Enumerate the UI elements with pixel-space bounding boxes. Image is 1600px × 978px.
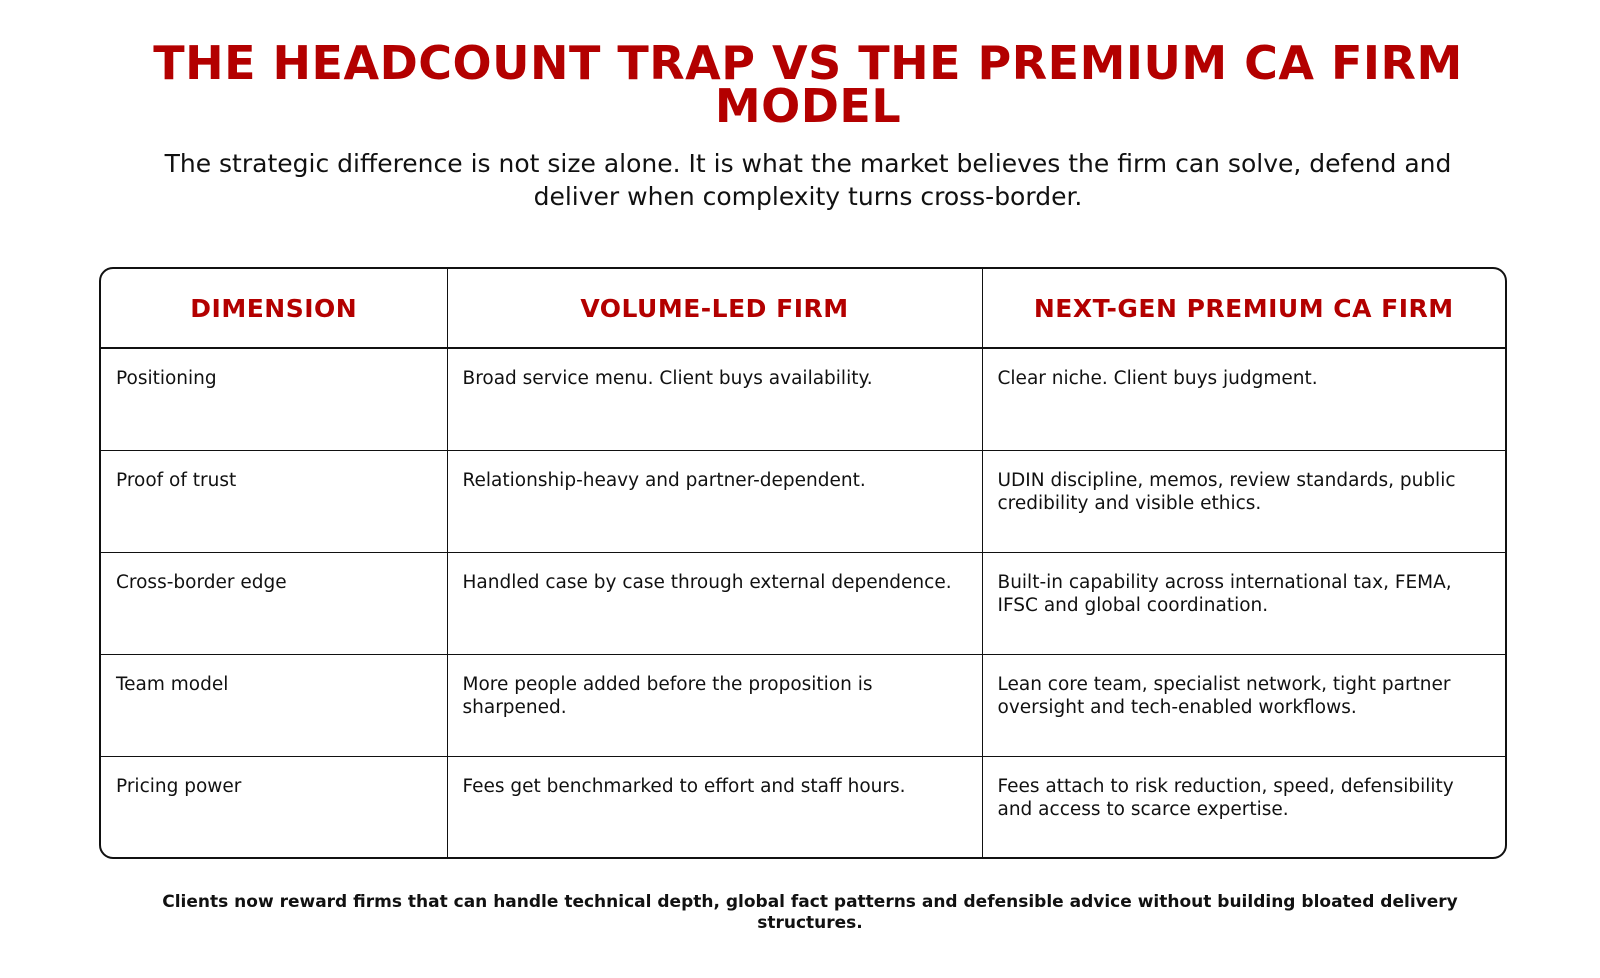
cell-premium: UDIN discipline, memos, review standards, public credibility and visible ethics. (982, 450, 1505, 552)
page-title: THE HEADCOUNT TRAP VS THE PREMIUM CA FIRM MODEL (153, 36, 1463, 133)
cell-premium: Fees attach to risk reduction, speed, defensibility and access to scarce expertise. (982, 756, 1505, 858)
cell-volume-led: More people added before the proposition is sharpened. (447, 654, 982, 756)
footnote: Clients now reward firms that can handle technical depth, global fact patterns and defensible advice without building bloated delivery structures. (162, 892, 1458, 933)
cell-dimension: Cross-border edge (101, 552, 447, 654)
cell-dimension: Positioning (101, 348, 447, 450)
cell-premium: Clear niche. Client buys judgment. (982, 348, 1505, 450)
table-header-row (101, 269, 1505, 348)
header-volume-led-firm: VOLUME-LED FIRM (447, 269, 982, 348)
cell-dimension: Proof of trust (101, 450, 447, 552)
comparison-table (99, 267, 1507, 859)
cell-premium: Built-in capability across international tax, FEMA, IFSC and global coordination. (982, 552, 1505, 654)
cell-volume-led: Broad service menu. Client buys availability. (447, 348, 982, 450)
cell-volume-led: Handled case by case through external dependence. (447, 552, 982, 654)
page-subtitle: The strategic difference is not size alone. It is what the market believes the firm can solve, defend and deliver when complexity turns cross-border. (164, 149, 1452, 211)
header-dimension: DIMENSION (101, 269, 447, 348)
table-row (101, 348, 1505, 450)
cell-dimension: Pricing power (101, 756, 447, 858)
comparison-table-grid (101, 269, 1505, 858)
cell-premium: Lean core team, specialist network, tight partner oversight and tech-enabled workflows. (982, 654, 1505, 756)
cell-dimension: Team model (101, 654, 447, 756)
table-row (101, 450, 1505, 552)
cell-volume-led: Relationship-heavy and partner-dependent. (447, 450, 982, 552)
table-row (101, 756, 1505, 858)
table-row (101, 654, 1505, 756)
cell-volume-led: Fees get benchmarked to effort and staff hours. (447, 756, 982, 858)
table-row (101, 552, 1505, 654)
header-next-gen-premium-ca-firm: NEXT-GEN PREMIUM CA FIRM (982, 269, 1505, 348)
